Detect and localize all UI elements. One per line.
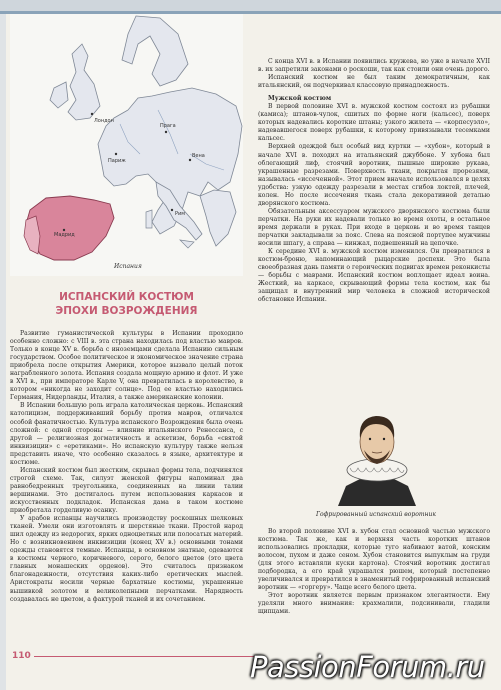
right-paragraph: Верхней одеждой был особый вид куртки — «хубон», который в начале XVI в. походил на итальянский джуббоне. У хубона был облегающий лиф, стоячий воротник, пышные широкие рукава, украшенные разрезами. Поверхность ткани, покрытая прорезями, называлась «иссеченной». Этот прием вначале использовался в целях удобства: узкую одежду разрезали в местах сгибов локтей, плечей, колен. Но после иссечения ткань стала декоративной деталью дворянского костюма. bbox=[258, 143, 490, 207]
right-paragraph: С конца XVI в. в Испании появились кружева, но уже в начале XVII в. их запретили законами о роскоши, так как стоили они очень дорого. bbox=[258, 58, 490, 74]
page-side-strip bbox=[0, 14, 6, 690]
right-paragraph: Обязательным аксессуаром мужского дворянского костюма были перчатки. На руки их надевали только во время охоты, в остальное время держали в руках. При входе в церковь и во время танцев перчатки закладывали за пояс. Слева на поясной портупее мужчины носили шпагу, а справа — кинжал, подвешенный на цепочке. bbox=[258, 207, 490, 248]
right-column bbox=[258, 58, 490, 304]
europe-map bbox=[10, 14, 243, 276]
male-costume-subheading: Мужской костюм bbox=[268, 95, 332, 103]
map-label-madrid: Мадрид bbox=[54, 232, 75, 238]
left-paragraph: Испанский костюм был жестким, скрывал формы тела, подчинялся строгой схеме. Так, силуэт женской фигуры напоминал два равнобедренных треугольника, соединенных на линии талии вершинами. Это достигалось путем использования каркасов и искусственных подкладок. Испанская дама в таком костюме приобретала горделивую осанку. bbox=[10, 466, 243, 515]
watermark-logo: PassionForum.ru bbox=[250, 650, 485, 684]
portrait-illustration bbox=[300, 394, 452, 506]
portrait-caption: Гофрированный испанский воротник bbox=[316, 511, 436, 518]
page-top-band bbox=[0, 0, 501, 14]
left-column bbox=[10, 330, 243, 604]
map-label-london: Лондон bbox=[94, 118, 114, 124]
left-paragraph: Развитие гуманистической культуры в Испании проходило особенно сложно: с VIII в. эта страна находилась под властью мавров. Только в конце XV в. борьба с иноземцами сделала Испанию сильным государством. Особое политическое и экономическое значение страна приобрела после открытия Америки, которое вызвало целый поток награбленного золота. Испания создала мощную армию и флот. И уже в XVI в., при императоре Карле V, она превратилась в королевство, в котором «никогда не заходит солнце». Под ее властью находились Германия, Нидерланды, Италия, а также американские колонии. bbox=[10, 330, 243, 402]
right-paragraph: Во второй половине XVI в. хубон стал основной частью мужского костюма. Так же, как и верхняя часть коротких штанов использовались прокладки, которые туго набивают ватой, конским волосом, пухом и даже сеном. Хубон становится выпуклым на груди (для этого вставляли куски картона). Стоячий воротник достигал подбородка, а его край украшался рюшем, который постепенно увеличивался и превратился в знаменитый гофрированный испанский воротник — «горгеру». Чаще всего белого цвета. bbox=[258, 528, 490, 592]
map-label-vienna: Вена bbox=[192, 153, 205, 159]
right-paragraph: В первой половине XVI в. мужской костюм состоял из рубашки (камиса); штанов-чулок, сшитых по форме ноги (кальсес), поверх которых надевались короткие штаны; узкого жилета — «корпесуэло», надевавшегося поверх рубашки, к которому привязывали тесемками кальсес. bbox=[258, 103, 490, 143]
map-caption: Испания bbox=[114, 263, 142, 270]
left-paragraph: У арабов испанцы научились производству роскошных шелковых тканей. Умели они изготовлять и шерстяные ткани. Простой народ шил одежду из недорогих, ярких одноцветных или полосатых материй. Но с возникновением инквизиции (конец XV в.) основными тонами одежды становятся темные. Испанцы, в основном знатные, одеваются в костюмы черного, коричневого, серого, белого цветов (это цвета главных монашеских орденов). Это считалось признаком благонадежности, отсутствия каких-либо еретических мыслей. Аристократы носили черные бархатные костюмы, украшенные вышивкой золотом и великолепными перчатками. Нарядность создавалась не цветом, а фактурой тканей и их сочетанием. bbox=[10, 515, 243, 603]
section-heading-line2: ЭПОХИ ВОЗРОЖДЕНИЯ bbox=[55, 305, 198, 317]
page-number-rule bbox=[34, 656, 254, 657]
right-paragraph: Этот воротник является первым признаком элегантности. Ему уделяли много внимания: крахмалили, подсинивали, гладили щипцами. bbox=[258, 592, 490, 616]
map-label-rome: Рим bbox=[175, 211, 186, 217]
section-heading bbox=[10, 290, 243, 318]
section-heading-line1: ИСПАНСКИЙ КОСТЮМ bbox=[59, 291, 194, 303]
right-bottom-column bbox=[258, 528, 490, 617]
left-paragraph: В Испании большую роль играла католическая церковь. Испанский католицизм, поддерживавший борьбу против мавров, отличался особой фанатичностью. Культура испанского Возрождения была очень сложной: с одной стороны — влияние итальянского Ренессанса, с другой — религиозная догматичность и аскетизм, борьба «святой инквизиции» с «еретиками». Но испанскую культуру также нельзя представить иначе, что особенно сказалось в языке, архитектуре и костюме. bbox=[10, 402, 243, 466]
right-paragraph: Испанский костюм не был таким демократичным, как итальянский, он подчеркивал классовую принадлежность. bbox=[258, 74, 490, 90]
map-label-prague: Прага bbox=[160, 123, 176, 129]
page-number: 110 bbox=[12, 651, 31, 661]
right-paragraph: К середине XVI в. мужской костюм изменился. Он превратился в костюм-броню, напоминающий рыцарские доспехи. Это была своеобразная дань памяти о героических подвигах времен реконкисты — борьбы с маврами. Испанский костюм воплощает идеал воина. Жесткий, на каркасе, скрывающий формы тела костюм, как бы защищал и внутренний мир человека в сложной исторической обстановке Испании. bbox=[258, 248, 490, 304]
map-label-paris: Париж bbox=[108, 158, 126, 164]
